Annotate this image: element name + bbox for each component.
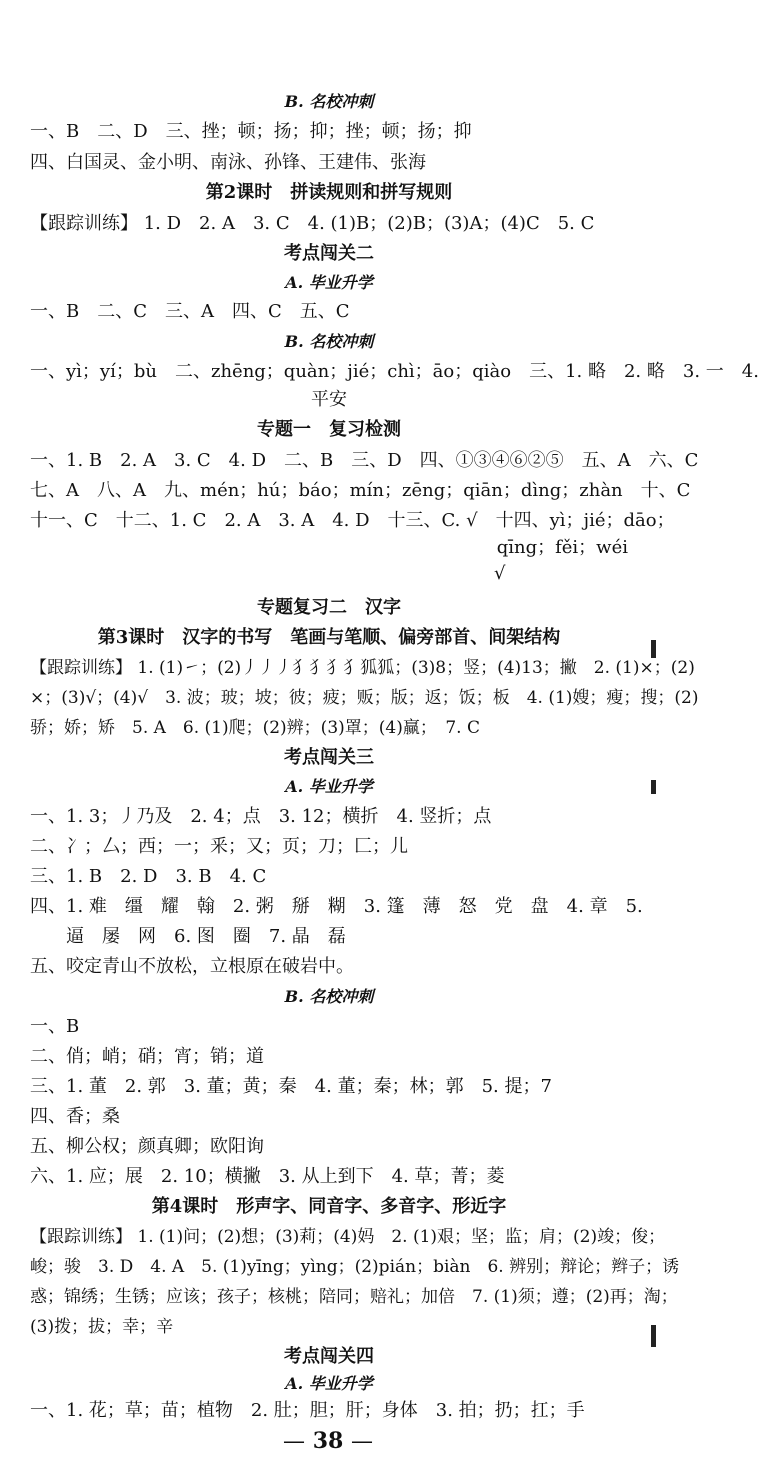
- edge-mark: [651, 780, 656, 794]
- subsection-heading: B. 名校冲刺: [284, 92, 374, 111]
- answer-line: 二、冫；厶；西；一；釆；又；页；刀；匚；儿: [30, 836, 408, 857]
- check-mark: √: [494, 563, 506, 584]
- subsection-heading: A. 毕业升学: [285, 273, 373, 292]
- edge-mark: [651, 1325, 656, 1347]
- section-heading: 考点闯关四: [284, 1346, 374, 1367]
- answer-line: 一、1. 3；丿乃及 2. 4；点 3. 12；横折 4. 竖折；点: [30, 806, 492, 827]
- subsection-heading: A. 毕业升学: [285, 777, 373, 796]
- answer-line: 峻；骏 3. D 4. A 5. (1)yīng；yìng；(2)pián；biàn 6. 辨别；辩论；辫子；诱: [30, 1257, 680, 1277]
- answer-line: 四、白国灵、金小明、南泳、孙锋、王建伟、张海: [30, 152, 426, 173]
- page-number-dash: —: [350, 1429, 373, 1454]
- answer-line: 一、yì；yí；bù 二、zhēng；quàn；jié；chì；āo；qiào 三、1. 略 2. 略 3. 一 4.: [30, 361, 759, 382]
- answer-line: 【跟踪训练】 1. D 2. A 3. C 4. (1)B；(2)B；(3)A；(4)C 5. C: [30, 213, 595, 234]
- answer-line: 四、1. 难 缰 耀 翰 2. 粥 掰 糊 3. 篷 薄 怒 党 盘 4. 章 5.: [30, 896, 643, 917]
- answer-line: 一、B: [30, 1016, 80, 1037]
- answer-line: 一、1. 花；草；苗；植物 2. 肚；胆；肝；身体 3. 拍；扔；扛；手: [30, 1400, 585, 1421]
- answer-line: 骄；娇；矫 5. A 6. (1)爬；(2)辨；(3)罩；(4)赢； 7. C: [30, 718, 480, 738]
- subsection-heading: B. 名校冲刺: [284, 987, 374, 1006]
- answer-line: 四、香；桑: [30, 1106, 120, 1127]
- answer-line: 惑；锦绣；生锈；应该；孩子；核桃；陪同；赔礼；加倍 7. (1)须；遵；(2)再；淘；: [30, 1287, 678, 1307]
- answer-line: (3)拨；拔；幸；辛: [30, 1317, 174, 1337]
- answer-line: 七、A 八、A 九、mén；hú；báo；mín；zēng；qiān；dìng；zhàn 十、C: [30, 480, 691, 501]
- answer-line: 一、1. B 2. A 3. C 4. D 二、B 三、D 四、①③④⑥②⑤ 五、A 六、C: [30, 450, 699, 471]
- section-heading: 考点闯关三: [284, 747, 374, 768]
- answer-line: 二、俏；峭；硝；宵；销；道: [30, 1046, 264, 1067]
- answer-line: 三、1. 董 2. 郭 3. 董；黄；秦 4. 董；秦；林；郭 5. 提；7: [30, 1076, 552, 1097]
- lesson-heading: 第2课时 拼读规则和拼写规则: [205, 182, 453, 203]
- answer-line: 平安: [311, 389, 347, 410]
- answer-line: 【跟踪训练】 1. (1)问；(2)想；(3)莉；(4)妈 2. (1)艰；坚；监；肩；(2)竣；俊；: [30, 1227, 666, 1247]
- answer-line: ×；(3)√；(4)√ 3. 波；玻；坡；彼；疲；贩；版；返；饭；板 4. (1)嫂；瘦；搜；(2): [30, 688, 699, 708]
- subsection-heading: B. 名校冲刺: [284, 332, 374, 351]
- subsection-heading: A. 毕业升学: [285, 1374, 373, 1393]
- answer-line: 五、咬定青山不放松，立根原在破岩中。: [30, 956, 354, 977]
- answer-line: 【跟踪训练】 1. (1)㇀；(2)丿丿丿犭犭犭犭狐狐；(3)8；竖；(4)13；撇 2. (1)×；(2): [30, 658, 695, 678]
- section-heading: 专题一 复习检测: [257, 419, 401, 440]
- lesson-heading: 第4课时 形声字、同音字、多音字、形近字: [151, 1196, 507, 1217]
- answer-line: 一、B 二、D 三、挫；顿；扬；抑；挫；顿；扬；抑: [30, 121, 472, 142]
- answer-line: 一、B 二、C 三、A 四、C 五、C: [30, 301, 350, 322]
- answer-line: 逼 屡 网 6. 图 圈 7. 晶 磊: [66, 926, 346, 947]
- page-number: [0, 1428, 656, 1454]
- edge-mark: [651, 640, 656, 658]
- page-number-dash: —: [283, 1429, 306, 1454]
- answer-line: 十一、C 十二、1. C 2. A 3. A 4. D 十三、C. √ 十四、yì；jié；dāo；: [30, 510, 675, 531]
- answer-line: 三、1. B 2. D 3. B 4. C: [30, 866, 267, 887]
- lesson-heading: 第3课时 汉字的书写 笔画与笔顺、偏旁部首、间架结构: [97, 627, 561, 648]
- answer-line: qīng；fěi；wéi: [496, 537, 628, 558]
- answer-line: 五、柳公权；颜真卿；欧阳询: [30, 1136, 264, 1157]
- page-number-value: 38: [312, 1428, 344, 1454]
- section-heading: 考点闯关二: [284, 243, 374, 264]
- section-heading: 专题复习二 汉字: [257, 597, 401, 618]
- answer-line: 六、1. 应；展 2. 10；横撇 3. 从上到下 4. 草；菁；菱: [30, 1166, 505, 1187]
